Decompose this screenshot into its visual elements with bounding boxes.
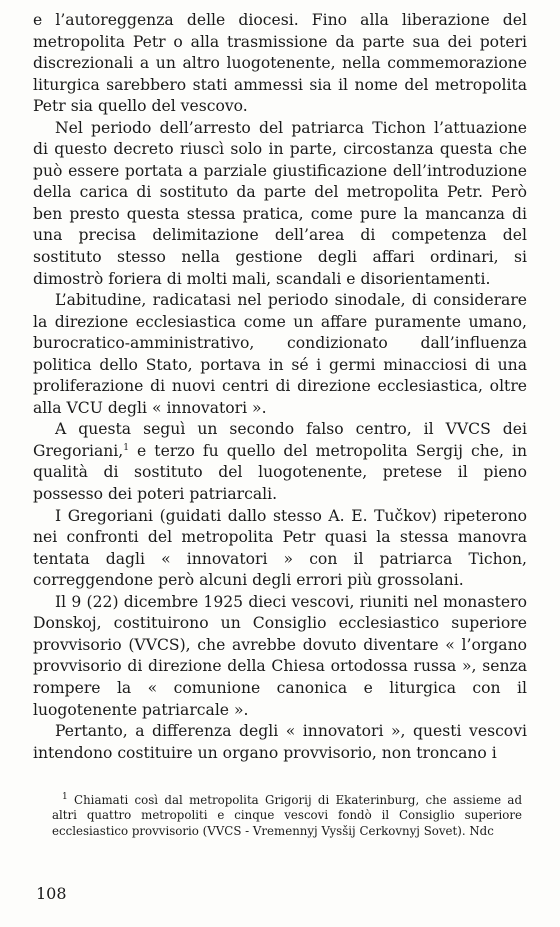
paragraph-2: Nel periodo dell’arresto del patriarca Tichon l’attuazione di questo decreto riuscì solo in parte, circostanza questa che può essere portata a parziale giustificazione dell’introduzione della carica di sostituto da parte del metropolita Petr. Però ben presto questa stessa pratica, come pure la mancanza di una precisa delimitazione dell’area di competenza del sostituto stesso nella gestione degli affari ordinari, si dimostrò foriera di molti mali, scandali e disorientamenti. <box>33 118 527 288</box>
footnote-reference: 1 <box>123 442 129 453</box>
page-number: 108 <box>36 884 67 903</box>
paragraph-4 <box>33 419 527 505</box>
paragraph-4-start: A questa seguì un secondo falso centro, il VVCS dei Gregoriani, <box>33 420 527 460</box>
main-text <box>33 10 527 764</box>
paragraph-3: L’abitudine, radicatasi nel periodo sinodale, di considerare la direzione ecclesiastica come un affare puramente umano, burocratico-amministrativo, condizionato dall’influenza politica dello Stato, portava in sé i germi minacciosi di una proliferazione di nuovi centri di direzione ecclesiastica, oltre alla VCU degli « innovatori ». <box>33 291 527 417</box>
footnote-1 <box>52 793 522 839</box>
footnote-marker: 1 <box>62 792 68 803</box>
footnotes <box>52 793 522 839</box>
paragraph-4-end: e terzo fu quello del metropolita Sergij che, in qualità di sostituto del luogotenente, pretese il pieno possesso dei poteri patriarcali. <box>33 441 527 504</box>
paragraph-1: e l’autoreggenza delle diocesi. Fino alla liberazione del metropolita Petr o alla trasmissione da parte sua dei poteri discrezionali a un altro luogotenente, nella commemorazione liturgica sarebbero stati ammessi sia il nome del metropolita Petr sia quello del vescovo. <box>33 11 527 116</box>
paragraph-7: Pertanto, a differenza degli « innovatori », questi vescovi intendono costituire un organo provvisorio, non troncano i <box>33 722 527 762</box>
paragraph-6: Il 9 (22) dicembre 1925 dieci vescovi, riuniti nel monastero Donskoj, costituirono un Consiglio ecclesiastico superiore provvisorio (VVCS), che avrebbe dovuto diventare « l’organo provvisorio di direzione della Chiesa ortodossa russa », senza rompere la « comunione canonica e liturgica con il luogotenente patriarcale ». <box>33 592 527 719</box>
footnote-text: Chiamati così dal metropolita Grigorij di Ekaterinburg, che assieme ad altri quattro metropoliti e cinque vescovi fondò il Consiglio superiore ecclesiastico provvisorio (VVCS - Vremennyj Vysšij Cerkovnyj Sovet). Ndc <box>52 793 522 838</box>
paragraph-5: I Gregoriani (guidati dallo stesso A. E. Tučkov) ripeterono nei confronti del metropolita Petr quasi la stessa manovra tentata dagli « innovatori » con il patriarca Tichon, correggendone però alcuni degli errori più grossolani. <box>33 506 527 590</box>
